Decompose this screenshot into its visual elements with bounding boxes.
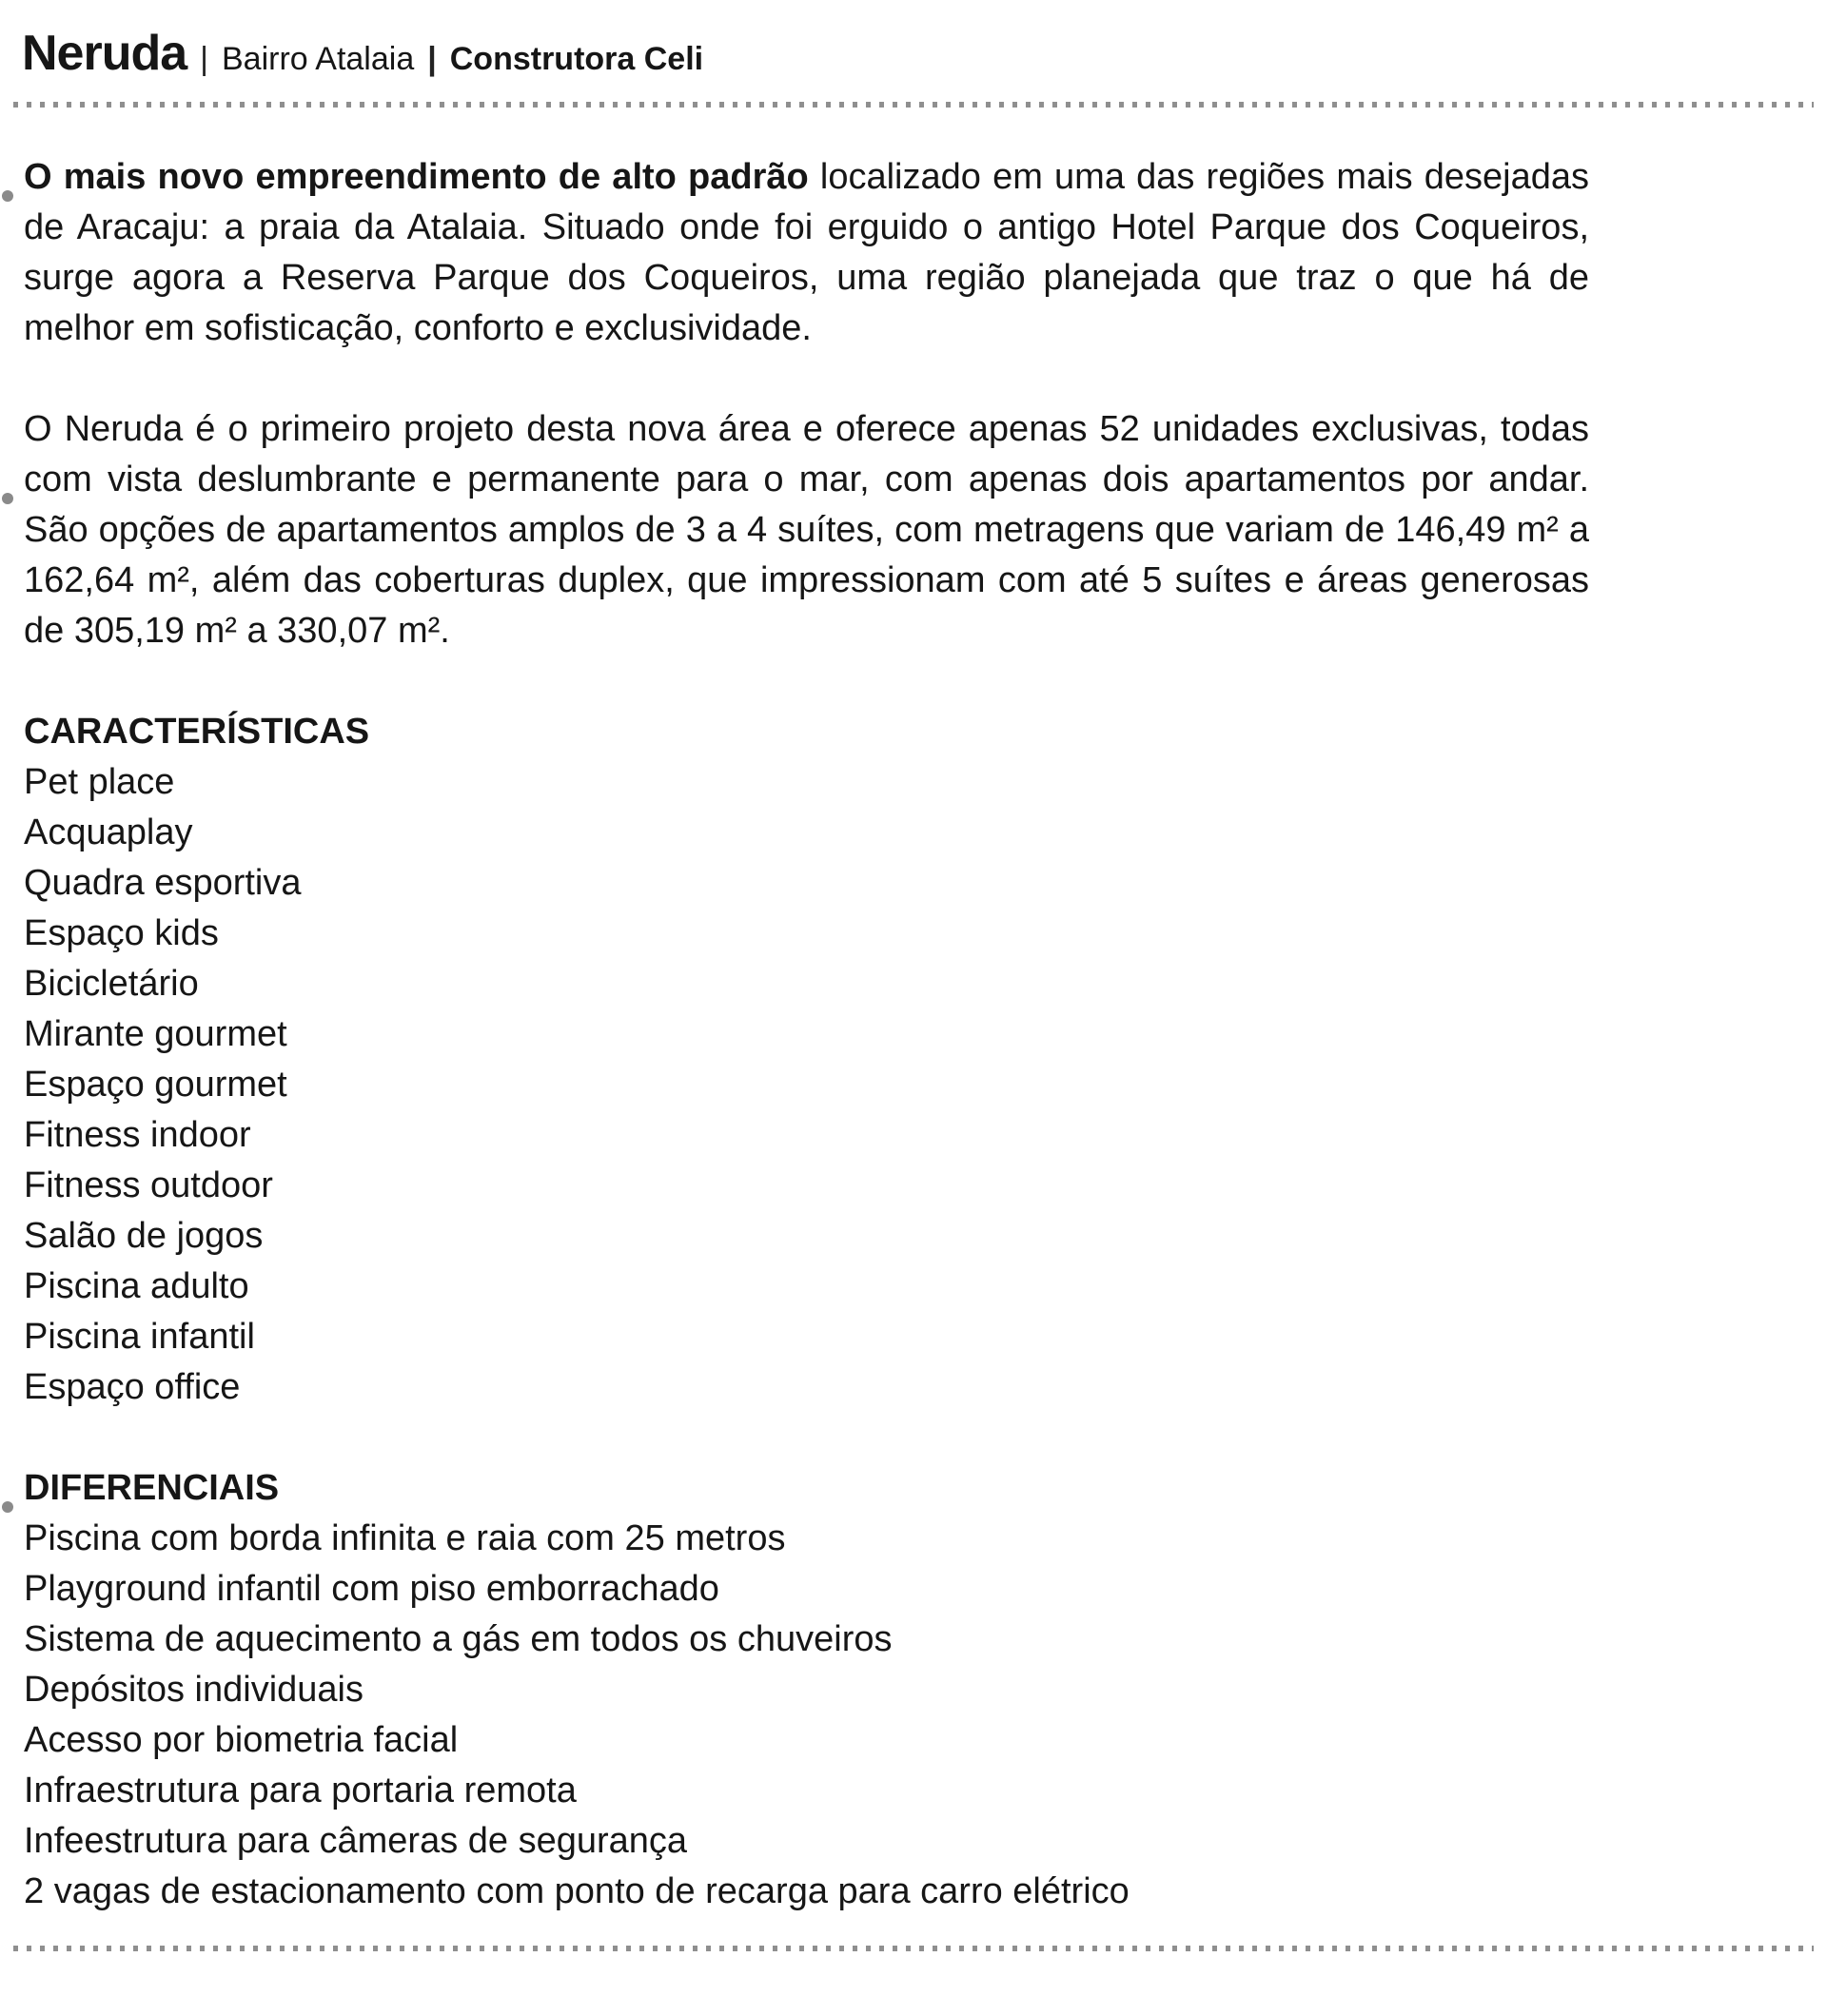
list-item: Sistema de aquecimento a gás em todos os chuveiros xyxy=(24,1619,893,1659)
list-item: Piscina adulto xyxy=(24,1266,249,1306)
dotted-divider-bottom xyxy=(13,1946,1814,1951)
list-item: Espaço gourmet xyxy=(24,1065,287,1105)
separator-pipe: | xyxy=(427,41,437,77)
list-item: Acquaplay xyxy=(24,812,193,852)
list-item: Espaço office xyxy=(24,1367,241,1407)
list-item: Quadra esportiva xyxy=(24,863,302,903)
list-item: Infraestrutura para portaria remota xyxy=(24,1771,577,1810)
details-paragraph: O Neruda é o primeiro projeto desta nova área e oferece apenas 52 unidades exclusivas, todas com vista deslumbrante e permanente para o mar, com apenas dois apartamentos por andar. São opções de apartamentos amplos de 3 a 4 suítes, com metragens que variam de 146,49 m² a 162,64 m², além das coberturas duplex, que impressionam com até 5 suítes e áreas generosas de 305,19 m² a 330,07 m². xyxy=(24,409,1589,651)
document-body xyxy=(0,152,1827,1917)
diferenciais-heading: DIFERENCIAIS xyxy=(24,1468,280,1508)
project-title: Neruda xyxy=(22,26,187,81)
list-item: Pet place xyxy=(24,762,175,802)
caracteristicas-section xyxy=(24,707,1589,1413)
document-header xyxy=(0,0,1827,81)
separator-pipe: | xyxy=(200,41,208,77)
list-item: Salão de jogos xyxy=(24,1216,264,1256)
bullet-marker xyxy=(2,1501,13,1513)
list-item: Depósitos individuais xyxy=(24,1670,363,1710)
list-item: Piscina infantil xyxy=(24,1317,255,1357)
list-item: Playground infantil com piso emborrachado xyxy=(24,1569,719,1609)
list-item: Infeestrutura para câmeras de segurança xyxy=(24,1821,688,1861)
diferenciais-section xyxy=(24,1463,1589,1917)
bullet-marker xyxy=(2,190,13,202)
caracteristicas-heading: CARACTERÍSTICAS xyxy=(24,712,370,752)
builder-name: Construtora Celi xyxy=(449,41,704,77)
list-item: Fitness indoor xyxy=(24,1115,251,1155)
neighborhood-label: Bairro Atalaia xyxy=(222,41,415,77)
intro-bold-text: O mais novo empreendimento de alto padrão xyxy=(24,157,809,197)
intro-paragraph xyxy=(24,152,1589,354)
bullet-marker xyxy=(2,493,13,504)
list-item: Fitness outdoor xyxy=(24,1165,273,1205)
dotted-divider-top xyxy=(13,102,1814,108)
intro-rest-text: localizado em uma das regiões mais desejadas de Aracaju: a praia da Atalaia. Situado onde foi erguido o antigo Hotel Parque dos Coqueiros, surge agora a Reserva Parque dos Coqueiros, uma região planejada que traz o que há de melhor em sofisticação, conforto e exclusividade. xyxy=(24,157,1590,348)
list-item: Espaço kids xyxy=(24,913,219,953)
list-item: Mirante gourmet xyxy=(24,1014,287,1054)
list-item: Piscina com borda infinita e raia com 25 metros xyxy=(24,1518,786,1558)
list-item: 2 vagas de estacionamento com ponto de recarga para carro elétrico xyxy=(24,1871,1130,1911)
list-item: Acesso por biometria facial xyxy=(24,1720,459,1760)
list-item: Bicicletário xyxy=(24,964,199,1004)
